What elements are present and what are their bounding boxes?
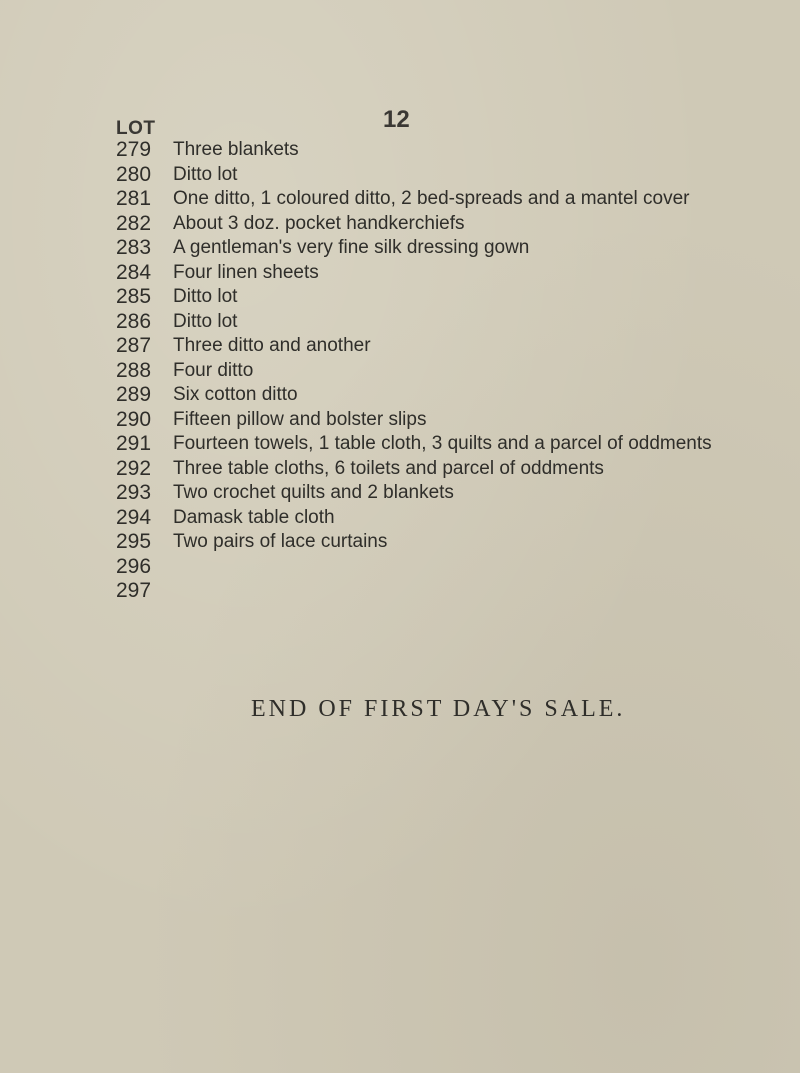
end-of-sale-note: END OF FIRST DAY'S SALE. xyxy=(251,696,626,722)
lot-number: 296 xyxy=(116,554,152,578)
lot-number: 281 xyxy=(116,187,152,210)
lot-number: 297 xyxy=(116,579,152,602)
lot-number: 286 xyxy=(116,309,152,333)
lot-number: 289 xyxy=(116,383,152,406)
lot-number-column xyxy=(116,138,166,604)
lot-number: 294 xyxy=(116,505,152,529)
lot-description: Ditto lot xyxy=(173,310,238,332)
lot-number: 285 xyxy=(116,285,152,308)
lot-description: Two pairs of lace curtains xyxy=(173,531,388,552)
lot-column-header: LOT xyxy=(116,118,156,139)
lot-description: Ditto lot xyxy=(173,163,238,185)
lot-number: 283 xyxy=(116,236,152,259)
lot-number: 295 xyxy=(116,530,152,553)
lot-number: 284 xyxy=(116,260,152,284)
lot-number: 280 xyxy=(116,162,152,186)
lot-description: Two crochet quilts and 2 blankets xyxy=(173,482,454,503)
lot-description: Four linen sheets xyxy=(173,261,319,283)
lot-description: Fifteen pillow and bolster slips xyxy=(173,408,427,430)
lot-description: Fourteen towels, 1 table cloth, 3 quilts and a parcel of oddments xyxy=(173,433,712,454)
lot-number: 288 xyxy=(116,358,152,382)
lot-description: Three blankets xyxy=(173,139,299,160)
lot-description: Three table cloths, 6 toilets and parcel of oddments xyxy=(173,457,604,479)
lot-number: 293 xyxy=(116,481,152,504)
lot-number: 292 xyxy=(116,456,152,480)
lot-description: Three ditto and another xyxy=(173,335,371,356)
lot-description: Four ditto xyxy=(173,359,254,381)
lot-description: One ditto, 1 coloured ditto, 2 bed-spreads and a mantel cover xyxy=(173,188,690,209)
lot-number: 282 xyxy=(116,211,152,235)
lot-description: Six cotton ditto xyxy=(173,384,298,405)
lot-description: About 3 doz. pocket handkerchiefs xyxy=(173,212,465,234)
lot-number: 291 xyxy=(116,432,152,455)
lot-number: 279 xyxy=(116,138,152,161)
lot-description: Damask table cloth xyxy=(173,506,335,528)
lot-description: A gentleman's very fine silk dressing gown xyxy=(173,237,530,258)
lot-description: Ditto lot xyxy=(173,286,238,307)
lot-description-column xyxy=(173,138,773,555)
page-number: 12 xyxy=(383,106,410,133)
lot-number: 287 xyxy=(116,334,152,357)
lot-number: 290 xyxy=(116,407,152,431)
